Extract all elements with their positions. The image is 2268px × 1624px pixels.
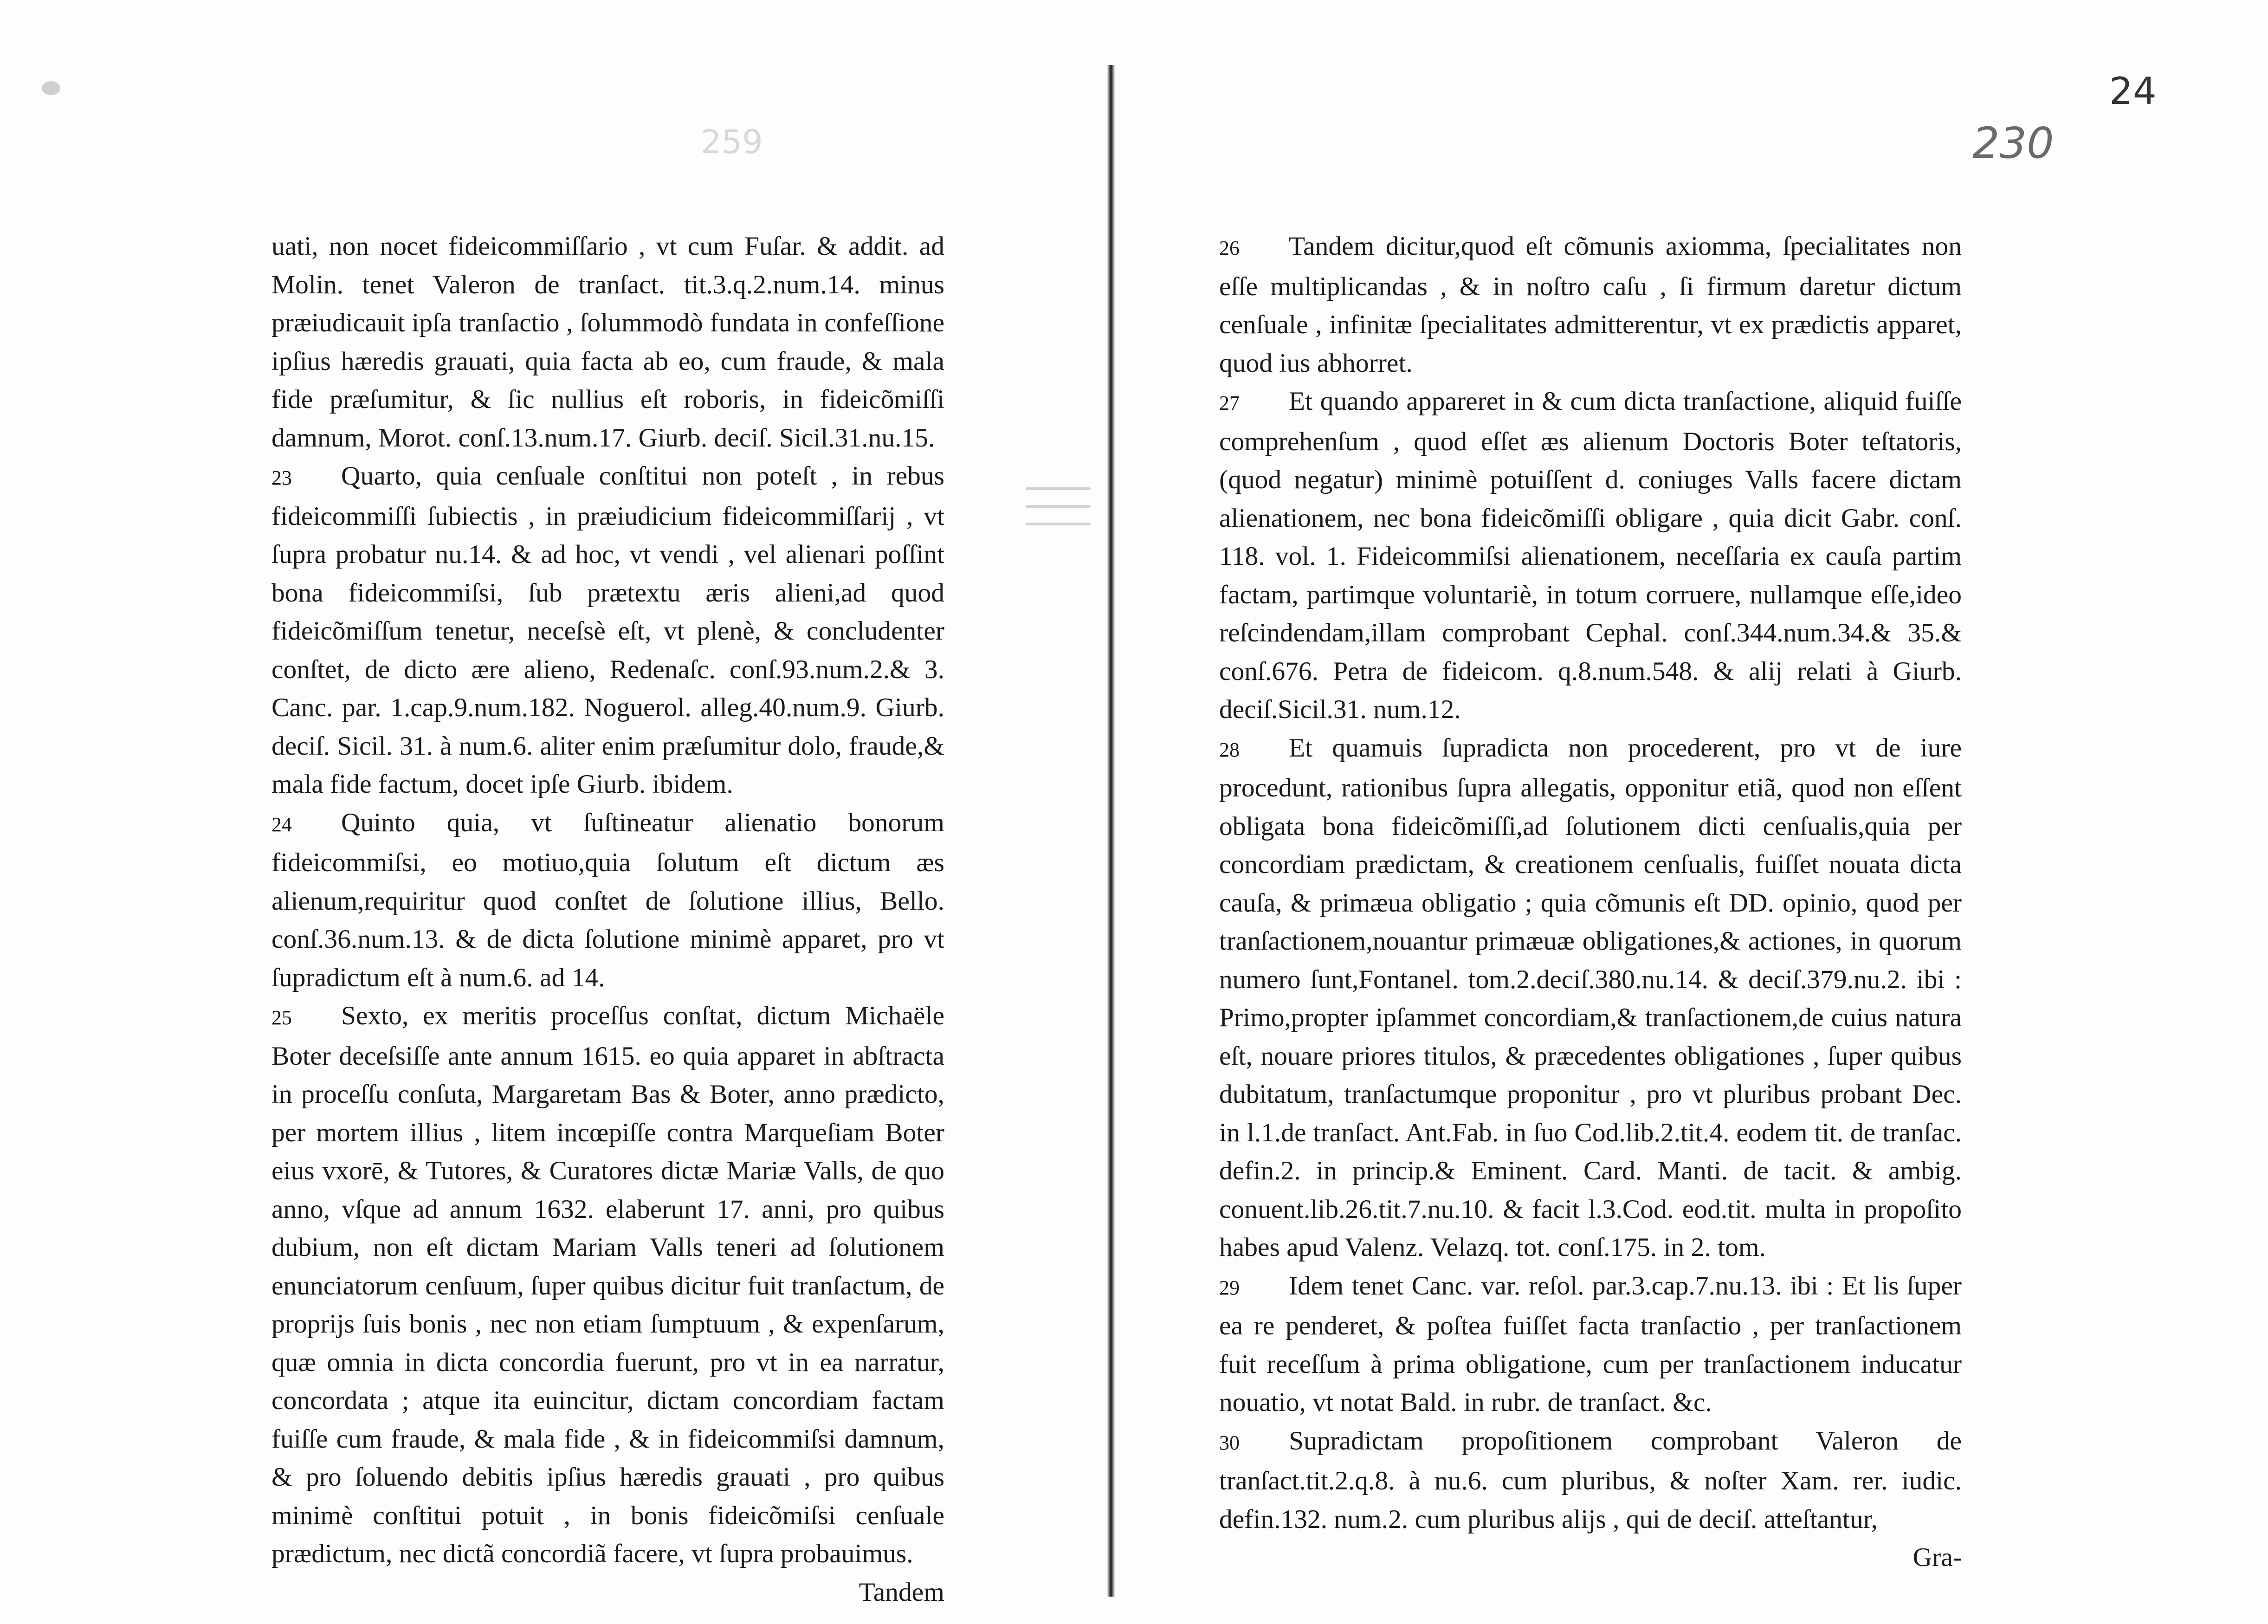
paragraph — [271, 457, 944, 804]
paragraph-number: 25 — [271, 1006, 292, 1029]
paragraph-number: 29 — [1219, 1276, 1240, 1299]
folio-number: 230 — [1972, 118, 2054, 168]
paragraph-number: 26 — [1219, 237, 1240, 259]
paragraph-text: Tandem dicitur,quod eſt cõmunis axiomma, ſpecialitates non eſſe multiplicandas , & in noſtro caſu , ſi firmum daretur dictum cenſuale , infinitæ ſpecialitates admitterentur, vt ex prædictis apparet, quod ius abhorret. — [1219, 232, 1962, 378]
paragraph — [1219, 1422, 1962, 1539]
paragraph — [1219, 382, 1962, 729]
left-text-column — [271, 227, 944, 1611]
paragraph-text: Idem tenet Canc. var. reſol. par.3.cap.7.nu.13. ibi : Et lis ſuper ea re penderet, & poſtea fuiſſet facta tranſactio , per tranſactionem fuit receſſum à prima obligatione, cum per tranſactionem inducatur nouatio, vt notat Bald. in rubr. de tranſact. &c. — [1219, 1271, 1962, 1417]
paragraph-text: Quinto quia, vt ſuſtineatur alienatio bonorum fideicommiſsi, eo motiuo,quia ſolutum eſt dictum æs alienum,requiritur quod conſtet de ſolutione illius, Bello. conſ.36.num.13. & de dicta ſolutione minimè apparet, pro vt ſupradictum eſt à num.6. ad 14. — [271, 808, 944, 992]
faint-folio-number: 259 — [701, 123, 763, 161]
paragraph-text: Et quando appareret in & cum dicta tranſactione, aliquid fuiſſe comprehenſum , quod eſſet æs alienum Doctoris Boter teſtatoris,(quod negatur) minimè potuiſſent d. coniuges Valls facere dictam alienationem, nec bona fideicõmiſſi obligare , quia dicit Gabr. conſ. 118. vol. 1. Fideicommiſsi alienationem, neceſſaria ex cauſa partim factam, partimque voluntariè, in totum corruere, nullamque eſſe,ideo reſcindendam,illam comprobant Cephal. conſ.344.num.34.& 35.& conſ.676. Petra de fideicom. q.8.num.548. & alij relati à Giurb. deciſ.Sicil.31. num.12. — [1219, 387, 1962, 724]
paragraph — [271, 804, 944, 997]
left-page — [0, 0, 1107, 1624]
right-text-column — [1219, 227, 1962, 1577]
corner-folio-mark: 24 — [2109, 70, 2157, 113]
paragraph-number: 28 — [1219, 738, 1240, 761]
paragraph-text: Quarto, quia cenſuale conſtitui non poteſt , in rebus fideicommiſſi ſubiectis , in præiudicium fideicommiſſarij , vt ſupra probatur nu.14. & ad hoc, vt vendi , vel alienari poſſint bona fideicommiſsi, ſub prætextu æris alieni,ad quod fideicõmiſſum tenetur, neceſsè eſt, vt plenè, & concludenter conſtet, de dicto ære alieno, Redenaſc. conſ.93.num.2.& 3. Canc. par. 1.cap.9.num.182. Noguerol. alleg.40.num.9. Giurb. deciſ. Sicil. 31. à num.6. aliter enim præſumitur dolo, fraude,& mala fide factum, docet ipſe Giurb. ibidem. — [271, 461, 944, 799]
paragraph-number: 27 — [1219, 392, 1240, 414]
paragraph — [271, 227, 944, 457]
margin-annotation — [1026, 487, 1091, 566]
paragraph — [271, 997, 944, 1573]
paragraph-text: Sexto, ex meritis proceſſus conſtat, dictum Michaële Boter deceſsiſſe ante annum 1615. eo quia apparet in abſtracta in proceſſu conſuta, Margaretam Bas & Boter, anno prædicto, per mortem illius , litem incœpiſſe contra Marqueſiam Boter eius vxorē, & Tutores, & Curatores dictæ Mariæ Valls, de quo anno, vſque ad annum 1632. elaberunt 17. anni, pro quibus dubium, non eſt dictam Mariam Valls teneri ad ſolutionem enunciatorum cenſuum, ſuper quibus dicitur fuit tranſactum, de proprijs ſuis bonis , nec non etiam ſumptuum , & expenſarum, quæ omnia in dicta concordia fuerunt, pro vt in ea narratur, concordata ; atque ita euincitur, dictam concordiam factam fuiſſe cum fraude, & mala fide , & in fideicommiſsi damnum, & pro ſoluendo debitis ipſius hæredis grauati , pro quibus minimè conſtitui potuit , in bonis fideicõmiſsi cenſuale prædictum, nec dictã concordiã facere, vt ſupra probauimus. — [271, 1001, 944, 1568]
paragraph — [1219, 227, 1962, 382]
right-page — [1115, 0, 2268, 1624]
paragraph-number: 30 — [1219, 1431, 1240, 1454]
paragraph-number: 23 — [271, 466, 292, 489]
paragraph — [1219, 1267, 1962, 1422]
paragraph — [1219, 729, 1962, 1267]
catchword: Gra- — [1913, 1543, 1962, 1572]
paragraph-text: uati, non nocet fideicommiſſario , vt cum Fuſar. & addit. ad Molin. tenet Valeron de tranſact. tit.3.q.2.num.14. minus præiudicauit ipſa tranſactio , ſolummodò fundata in confeſſione ipſius hæredis grauati, quia facta ab eo, cum fraude, & mala fide præſumitur, & ſic nullius eſt roboris, in fideicõmiſſi damnum, Morot. conſ.13.num.17. Giurb. deciſ. Sicil.31.nu.15. — [271, 232, 944, 453]
catchword: Tandem — [859, 1577, 944, 1607]
paragraph-text: Supradictam propoſitionem comprobant Valeron de tranſact.tit.2.q.8. à nu.6. cum pluribus, & noſter Xam. rer. iudic. defin.132. num.2. cum pluribus alijs , qui de deciſ. atteſtantur, — [1219, 1426, 1962, 1534]
paragraph-text: Et quamuis ſupradicta non procederent, pro vt de iure procedunt, rationibus ſupra allegatis, opponitur etiã, quod non eſſent obligata bona fideicõmiſſi,ad ſolutionem dicti cenſualis,quia per concordiam prædictam, & creationem cenſualis, fuiſſet nouata dicta cauſa, & primæua obligatio ; quia cõmunis eſt DD. opinio, quod per tranſactionem,nouantur primæuæ obligationes,& actiones, in quorum numero ſunt,Fontanel. tom.2.deciſ.380.nu.14. & deciſ.379.nu.2. ibi : Primo,propter ipſammet concordiam,& tranſactionem,de cuius natura eſt, nouare priores titulos, & præcedentes obligationes , ſuper quibus dubitatum, tranſactumque proponitur , pro vt pluribus probant Dec. in l.1.de tranſact. Ant.Fab. in ſuo Cod.lib.2.tit.4. eodem tit. de tranſac. defin.2. in princip.& Eminent. Card. Manti. de tacit. & ambig. conuent.lib.26.tit.7.nu.10. & facit l.3.Cod. eod.tit. multa in propoſito habes apud Valenz. Velazq. tot. conſ.175. in 2. tom. — [1219, 733, 1962, 1262]
paragraph-number: 24 — [271, 813, 292, 836]
book-gutter — [1107, 65, 1115, 1597]
